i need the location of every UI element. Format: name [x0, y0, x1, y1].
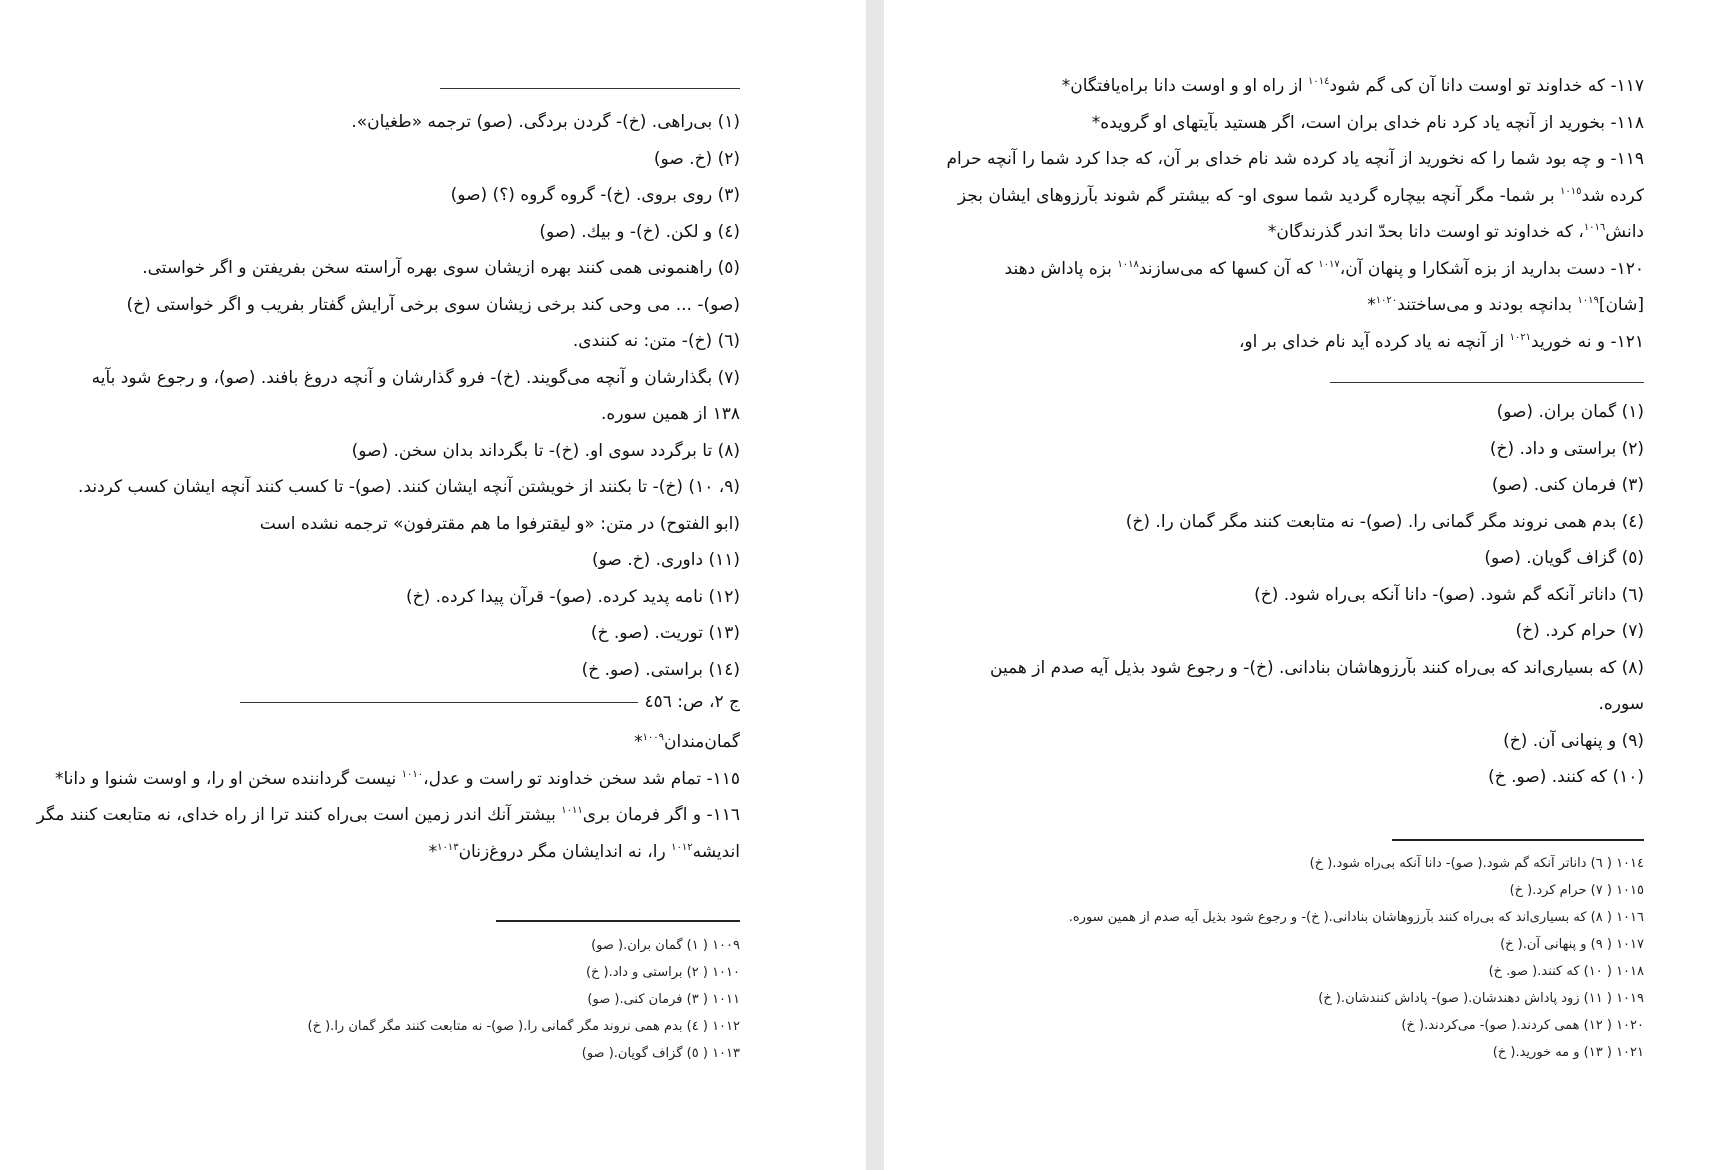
- page-gutter: [866, 0, 884, 1170]
- note-line: (١٣) توریت. (صو. خ): [590, 623, 740, 643]
- note-line: (٧) حرام کرد. (خ): [1515, 621, 1644, 641]
- note-line: ١٣٨ از همین سوره.: [601, 404, 740, 424]
- left-verses: [36, 724, 740, 870]
- note-line: (١٠) که کنند. (صو. خ): [1488, 767, 1644, 787]
- right-verses: [946, 68, 1644, 360]
- footnote: ١٠١٦ ( ٨) که بسیاری‌اند که بی‌راه کنند بآرزوهاشان بنادانی.( خ)- و رجوع شود بذیل آیه صدم از همین سوره.: [1068, 910, 1644, 925]
- page-reference: [240, 692, 740, 712]
- note-line: (٣) فرمان کنی. (صو): [1491, 475, 1644, 495]
- note-line: (٣) روی بروی. (خ)- گروه گروه (؟) (صو): [450, 185, 740, 205]
- footnote: ١٠٠٩ ( ١) گمان بران.( صو): [591, 938, 740, 953]
- verse-120-cont: [شان]$^{١٠١٩}$ بدانچه بودند و می‌ساختند$^{١٠٢٠}$*: [1367, 295, 1644, 315]
- verse-116: ١١٦- و اگر فرمان بری$^{١٠١١}$ بیشتر آنك اندر زمین است بی‌راه کنند ترا از راه خدای، نه متابعت کنند مگر: [36, 805, 740, 825]
- note-line: (١٢) نامه پدید کرده. (صو)- قرآن پیدا کرده. (خ): [406, 586, 740, 607]
- note-line: (٤) و لکن. (خ)- و بیك. (صو): [539, 221, 740, 242]
- notes-rule: [1330, 382, 1644, 383]
- note-line: (٦) داناتر آنکه گم شود. (صو)- دانا آنکه بی‌راه شود. (خ): [1254, 584, 1644, 605]
- footnote: ١٠١١ ( ٣) فرمان کنی.( صو): [587, 992, 740, 1007]
- footnote: ١٠١٤ ( ٦) داناتر آنکه گم شود.( صو)- دانا آنکه بی‌راه شود.( خ): [1309, 856, 1644, 871]
- right-footnotes: [1068, 850, 1644, 1066]
- note-line: (١٤) براستی. (صو. خ): [581, 659, 740, 680]
- footnote: ١٠١٣ ( ٥) گزاف گویان.( صو): [581, 1046, 740, 1061]
- left-notes: [78, 104, 740, 688]
- verse-116-cont: اندیشه$^{١٠١٢}$ را، نه اندایشان مگر دروغ‌زنان$^{١٠١٣}$*: [428, 841, 740, 862]
- verse-119-cont2: دانش$^{١٠١٦}$، که خداوند تو اوست دانا بحدّ اندر گذرندگان*: [1267, 222, 1644, 242]
- verse-119-cont: کرده شد$^{١٠١٥}$ بر شما- مگر آنچه بیچاره گردید شما سوی او- که بیشتر گم شوند بآرزوهای ایشان بجز: [957, 185, 1644, 206]
- note-line: (٨) که بسیاری‌اند که بی‌راه کنند بآرزوهاشان بنادانی. (خ)- و رجوع شود بذیل آیه صدم از همین: [990, 657, 1644, 678]
- note-line: (١١) داوری. (خ. صو): [591, 550, 740, 570]
- footnote: ١٠٢١ ( ١٣) و مه خورید.( خ): [1492, 1045, 1644, 1060]
- left-page: [0, 0, 866, 1170]
- verse-115: ١١٥- تمام شد سخن خداوند تو راست و عدل،$^{١٠١٠}$ نیست گرداننده سخن او را، و اوست شنوا و دانا*: [55, 768, 740, 789]
- note-line: (٨) تا برگردد سوی او. (خ)- تا بگرداند بدان سخن. (صو): [351, 440, 740, 461]
- footnote-rule: [496, 920, 740, 922]
- notes-rule: [440, 88, 740, 89]
- right-notes: [990, 394, 1644, 796]
- footnote-rule: [1392, 839, 1644, 841]
- footnote: ١٠١٠ ( ٢) براستی و داد.( خ): [585, 965, 740, 980]
- note-line: سوره.: [1598, 694, 1644, 714]
- verse-118: ١١٨- بخورید از آنچه یاد کرد نام خدای بران است، اگر هستید بآیتهای او گرویده*: [1091, 112, 1644, 133]
- note-line: (٦) (خ)- متن: نه کنندی.: [572, 331, 740, 351]
- note-line: (٢) (خ. صو): [653, 148, 740, 169]
- right-page: [884, 0, 1734, 1170]
- note-line: (٥) گزاف گویان. (صو): [1484, 548, 1644, 568]
- verse-117: ١١٧- که خداوند تو اوست دانا آن کی گم شود$^{١٠١٤}$ از راه او و اوست دانا براه‌یافتگان*: [1061, 76, 1644, 96]
- footnote: ١٠١٥ ( ٧) حرام کرد.( خ): [1509, 883, 1644, 898]
- note-line: (٧) بگذارشان و آنچه می‌گویند. (خ)- فرو گذارشان و آنچه دروغ بافند. (صو)، و رجوع شود بآیه: [91, 367, 740, 388]
- verse-121: ١٢١- و نه خورید$^{١٠٢١}$ از آنچه نه یاد کرده آید نام خدای بر او،: [1238, 331, 1644, 352]
- verse-120: ١٢٠- دست بدارید از بزه آشکارا و پنهان آن،$^{١٠١٧}$ که آن کسها که می‌سازند$^{١٠١٨}$ بزه پاداش دهند: [1004, 258, 1644, 279]
- note-line: (١) بی‌راهی. (خ)- گردن بردگی. (صو) ترجمه «طغیان».: [351, 112, 740, 132]
- footnote: ١٠١٢ ( ٤) بدم همی نروند مگر گمانی را.( صو)- نه متابعت کنند مگر گمان را.( خ): [307, 1019, 740, 1034]
- note-line: (ابو الفتوح) در متن: «و لیقترفوا ما هم مقترفون» ترجمه نشده است: [259, 513, 740, 534]
- verse-heading: گمان‌مندان$^{١٠٠٩}$*: [634, 732, 740, 752]
- note-line: (٤) بدم همی نروند مگر گمانی را. (صو)- نه متابعت کنند مگر گمان را. (خ): [1125, 511, 1644, 532]
- left-footnotes: [300, 932, 740, 1067]
- footnote: ١٠٢٠ ( ١٢) همی کردند.( صو)- می‌کردند.( خ): [1401, 1018, 1644, 1033]
- footnote: ١٠١٧ ( ٩) و پنهانی آن.( خ): [1500, 937, 1644, 952]
- page-ref-label: ج ٢، ص: ٤٥٦: [644, 692, 740, 712]
- footnote: ١٠١٨ ( ١٠) که کنند.( صو. خ): [1488, 964, 1644, 979]
- note-line: (٩) و پنهانی آن. (خ): [1503, 730, 1644, 751]
- note-line: (٥) راهنمونی همی کنند بهره ازیشان سوی بهره آراسته سخن بفریفتن و اگر خواستی.: [142, 258, 740, 278]
- note-line: (٩، ١٠) (خ)- تا بکنند از خویشتن آنچه ایشان کنند. (صو)- تا کسب کنند آنچه ایشان کسب کردند.: [78, 477, 740, 497]
- note-line: (٢) براستی و داد. (خ): [1489, 438, 1644, 459]
- note-line: (١) گمان بران. (صو): [1496, 402, 1644, 422]
- note-line: (صو)- ... می وحی کند برخی زیشان سوی برخی آرایش گفتار بفریب و اگر خواستی (خ): [126, 294, 740, 315]
- verse-119: ١١٩- و چه بود شما را که نخورید از آنچه یاد کرده شد نام خدای بر آن، که جدا کرد شما را آنچه حرام: [946, 149, 1644, 169]
- footnote: ١٠١٩ ( ١١) زود پاداش دهندشان.( صو)- پاداش کنندشان.( خ): [1318, 991, 1644, 1006]
